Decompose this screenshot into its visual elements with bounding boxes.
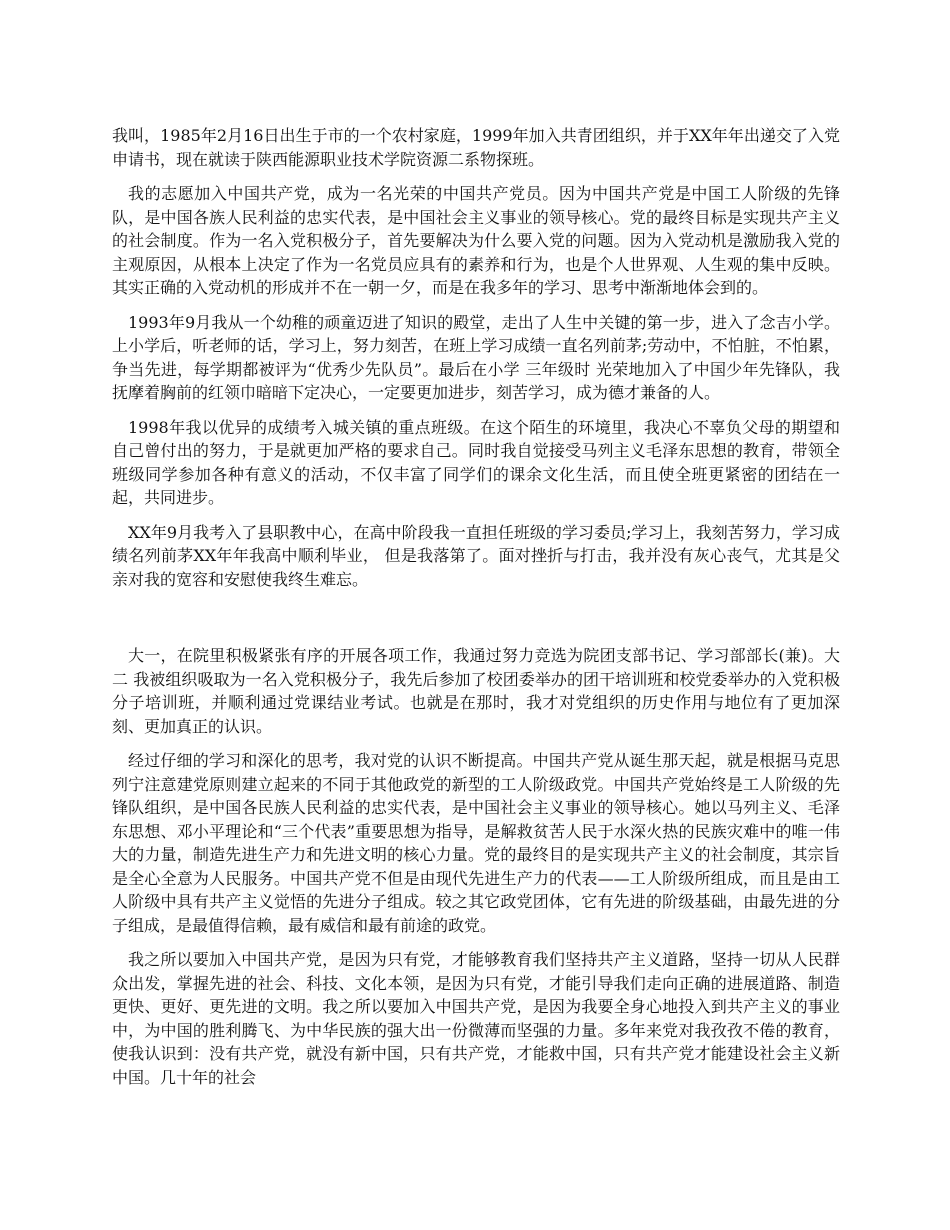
- paragraph-intro: 我叫，1985年2月16日出生于市的一个农村家庭，1999年加入共青团组织，并于XX年年出递交了入党申请书，现在就读于陕西能源职业技术学院资源二系物探班。: [112, 126, 840, 169]
- section-gap: [112, 602, 840, 644]
- paragraph-motivation: 我之所以要加入中国共产党，是因为只有党，才能够教育我们坚持共产主义道路，坚持一切从人民群众出发，掌握先进的社会、科技、文化本领，是因为只有党，才能引导我们走向正确的进展道路、制造更快、更好、更先进的文明。我之所以要加入中国共产党，是因为我要全身心地投入到共产主义的事业中，为中国的胜利腾飞、为中华民族的强大出一份微薄而坚强的力量。多年来党对我孜孜不倦的教育，使我认识到：没有共产党，就没有新中国，只有共产党，才能救中国，只有共产党才能建设社会主义新中国。几十年的社会: [112, 950, 840, 1087]
- paragraph-high-school: XX年9月我考入了县职教中心，在高中阶段我一直担任班级的学习委员;学习上，我刻苦努力，学习成绩名列前茅XX年年我高中顺利毕业， 但是我落第了。面对挫折与打击，我并没有灰心丧气，尤其是父亲对我的宽容和安慰使我终生难忘。: [112, 522, 840, 589]
- paragraph-middle-school: 1998年我以优异的成绩考入城关镇的重点班级。在这个陌生的环境里，我决心不辜负父母的期望和自己曾付出的努力，于是就更加严格的要求自己。同时我自觉接受马列主义毛泽东思想的教育，带领全班级同学参加各种有意义的活动，不仅丰富了同学们的课余文化生活，而且使全班更紧密的团结在一起，共同进步。: [112, 417, 840, 507]
- paragraph-understanding: 经过仔细的学习和深化的思考，我对党的认识不断提高。中国共产党从诞生那天起，就是根据马克思列宁注意建党原则建立起来的不同于其他政党的新型的工人阶级政党。中国共产党始终是工人阶级的先锋队组织，是中国各民族人民利益的忠实代表，是中国社会主义事业的领导核心。她以马列主义、毛泽东思想、邓小平理论和“三个代表”重要思想为指导，是解救贫苦人民于水深火热的民族灾难中的唯一伟大的力量，制造先进生产力和先进文明的核心力量。党的最终目的是实现共产主义的社会制度，其宗旨是全心全意为人民服务。中国共产党不但是由现代先进生产力的代表——工人阶级所组成，而且是由工人阶级中具有共产主义觉悟的先进分子组成。较之其它政党团体，它有先进的阶级基础，由最先进的分子组成，是最值得信赖，最有威信和最有前途的政党。: [112, 751, 840, 935]
- document-body: [112, 124, 840, 1100]
- paragraph-aspiration: 我的志愿加入中国共产党，成为一名光荣的中国共产党员。因为中国共产党是中国工人阶级的先锋队，是中国各族人民利益的忠实代表，是中国社会主义事业的领导核心。党的最终目标是实现共产主义的社会制度。作为一名入党积极分子，首先要解决为什么要入党的问题。因为入党动机是激励我入党的主观原因，从根本上决定了作为一名党员应具有的素养和行为，也是个人世界观、人生观的集中反映。其实正确的入党动机的形成并不在一朝一夕，而是在我多年的学习、思考中渐渐地体会到的。: [112, 184, 840, 297]
- paragraph-primary-school: 1993年9月我从一个幼稚的顽童迈进了知识的殿堂，走出了人生中关键的第一步，进入了念吉小学。 上小学后，听老师的话，学习上，努力刻苦，在班上学习成绩一直名列前茅;劳动中，不怕脏，不怕累，争当先进，每学期都被评为“优秀少先队员”。最后在小学 三年级时 光荣地加入了中国少年先锋队，我抚摩着胸前的红领巾暗暗下定决心，一定要更加进步，刻苦学习，成为德才兼备的人。: [112, 312, 840, 402]
- paragraph-college: 大一，在院里积极紧张有序的开展各项工作，我通过努力竞选为院团支部书记、学习部部长(兼)。大二 我被组织吸取为一名入党积极分子，我先后参加了校团委举办的团干培训班和校党委举办的入党积极分子培训班，并顺利通过党课结业考试。也就是在那时，我才对党组织的历史作用与地位有了更加深刻、更加真正的认识。: [112, 646, 840, 736]
